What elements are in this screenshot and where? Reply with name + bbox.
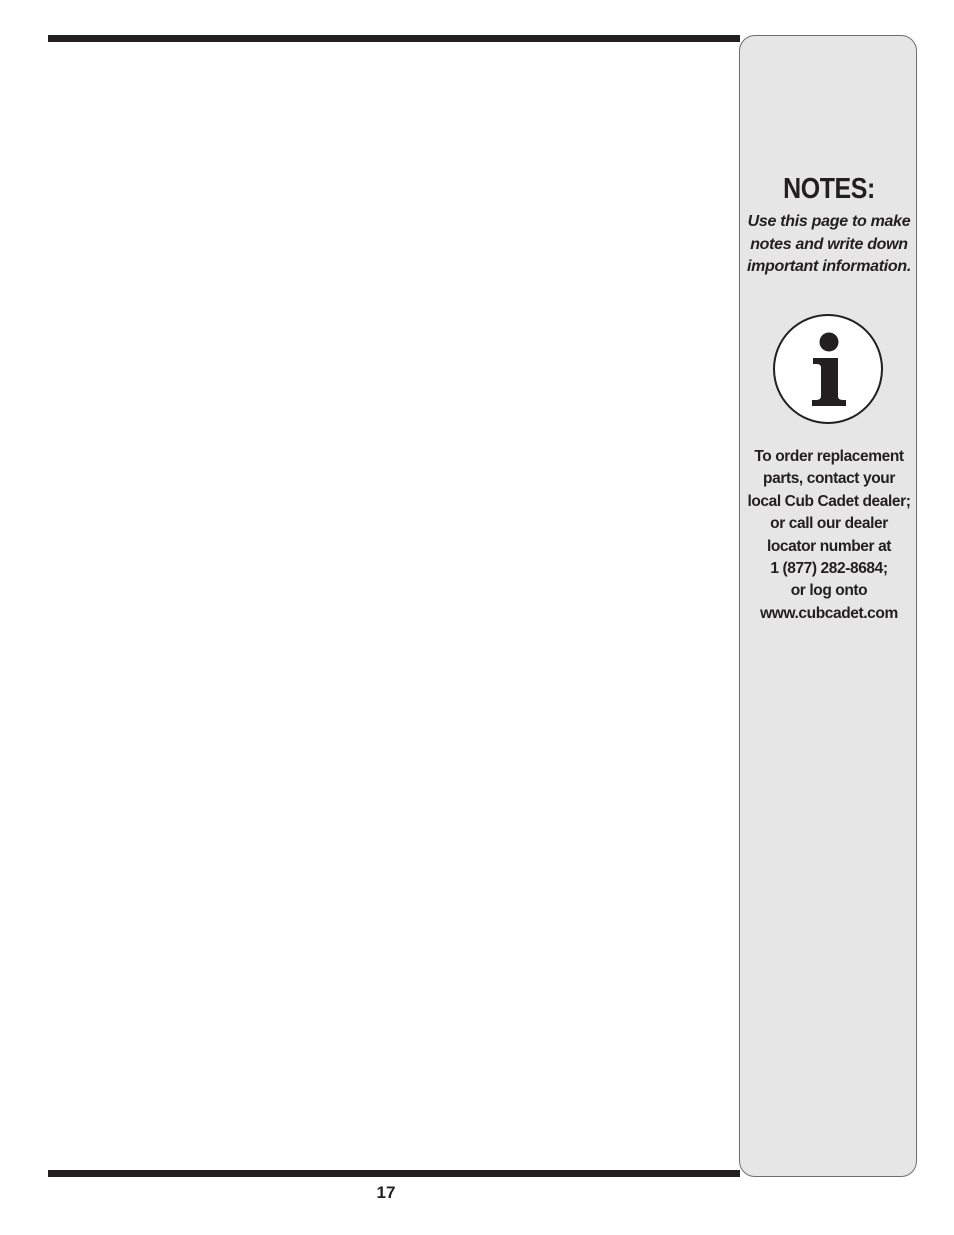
top-rule [48,35,740,42]
contact-line: parts, contact your [763,470,895,488]
dealer-phone-number: 1 (877) 282-8684; [770,560,888,578]
contact-line: local Cub Cadet dealer; [747,492,911,510]
contact-line: or log onto [790,582,868,600]
notes-sidebar [739,35,917,1177]
contact-line: To order replacement [754,448,904,465]
contact-line: locator number at [766,537,892,555]
contact-info [740,446,918,625]
notes-intro: Use this page to make notes and write down important information. [746,213,912,275]
contact-line: or call our dealer [770,515,888,533]
page-number: 17 [376,1183,396,1202]
notes-title: NOTES: [783,173,875,205]
info-icon [772,313,884,425]
bottom-rule [48,1170,740,1177]
website-url: www.cubcadet.com [760,604,898,622]
